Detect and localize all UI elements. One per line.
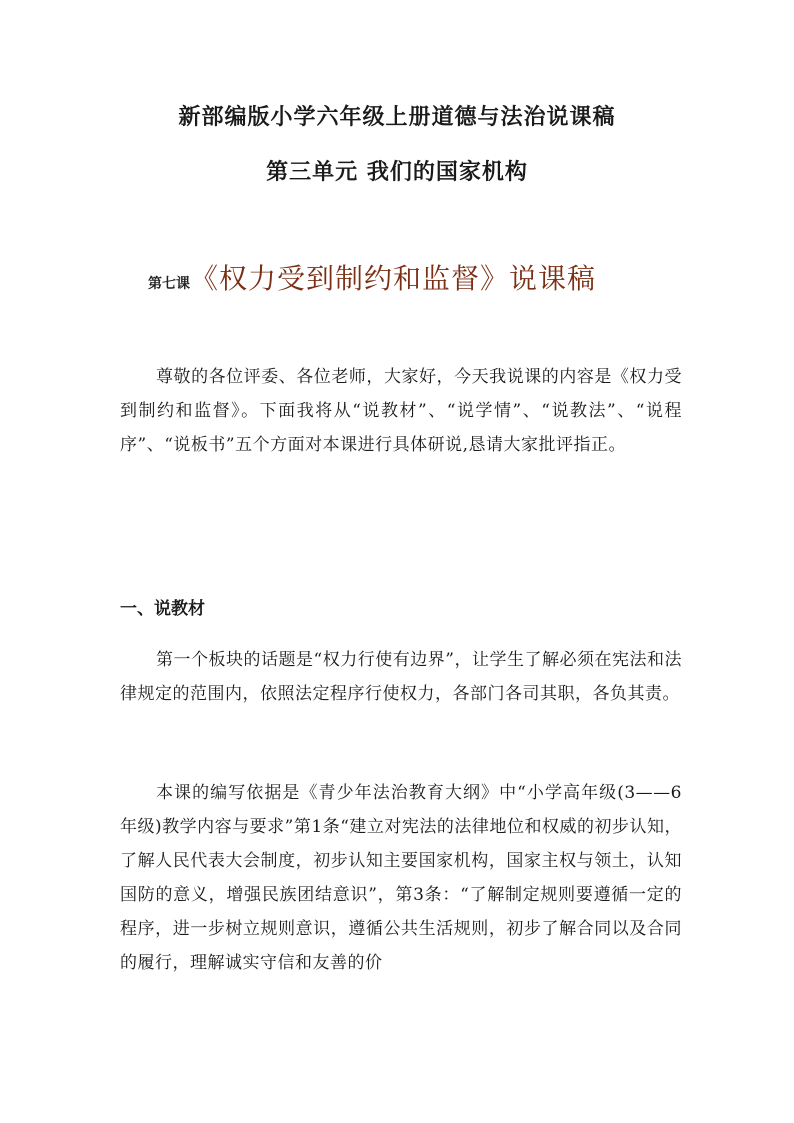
body-paragraph: 本课的编写依据是《青少年法治教育大纲》中“小学高年级(3——6年级)教学内容与要求”第1条“建立对宪法的法律地位和权威的初步认知，了解人民代表大会制度，初步认知主要国家机构，国家主权与领土，认知国防的意义，增强民族团结意识”，第3条：“了解制定规则要遵循一定的程序，进一步树立规则意识，遵循公共生活规则，初步了解合同以及合同的履行，理解诚实守信和友善的价 <box>120 783 682 973</box>
document-title: 新部编版小学六年级上册道德与法治说课稿 <box>178 104 616 130</box>
lesson-heading <box>148 257 596 297</box>
intro-paragraph: 尊敬的各位评委、各位老师，大家好，今天我说课的内容是《权力受到制约和监督》。下面我将从“说教材”、“说学情”、“说教法”、“说程序”、“说板书”五个方面对本课进行具体研说,恳请大家批评指正。 <box>120 367 682 455</box>
unit-title: 第三单元 我们的国家机构 <box>266 159 528 185</box>
lesson-title: 《权力受到制约和监督》说课稿 <box>190 262 597 295</box>
lesson-number: 第七课 <box>148 276 190 292</box>
body-paragraph: 第一个板块的话题是“权力行使有边界”，让学生了解必须在宪法和法律规定的范围内，依照法定程序行使权力，各部门各司其职，各负其责。 <box>120 650 682 704</box>
section-heading: 一、说教材 <box>120 599 205 619</box>
